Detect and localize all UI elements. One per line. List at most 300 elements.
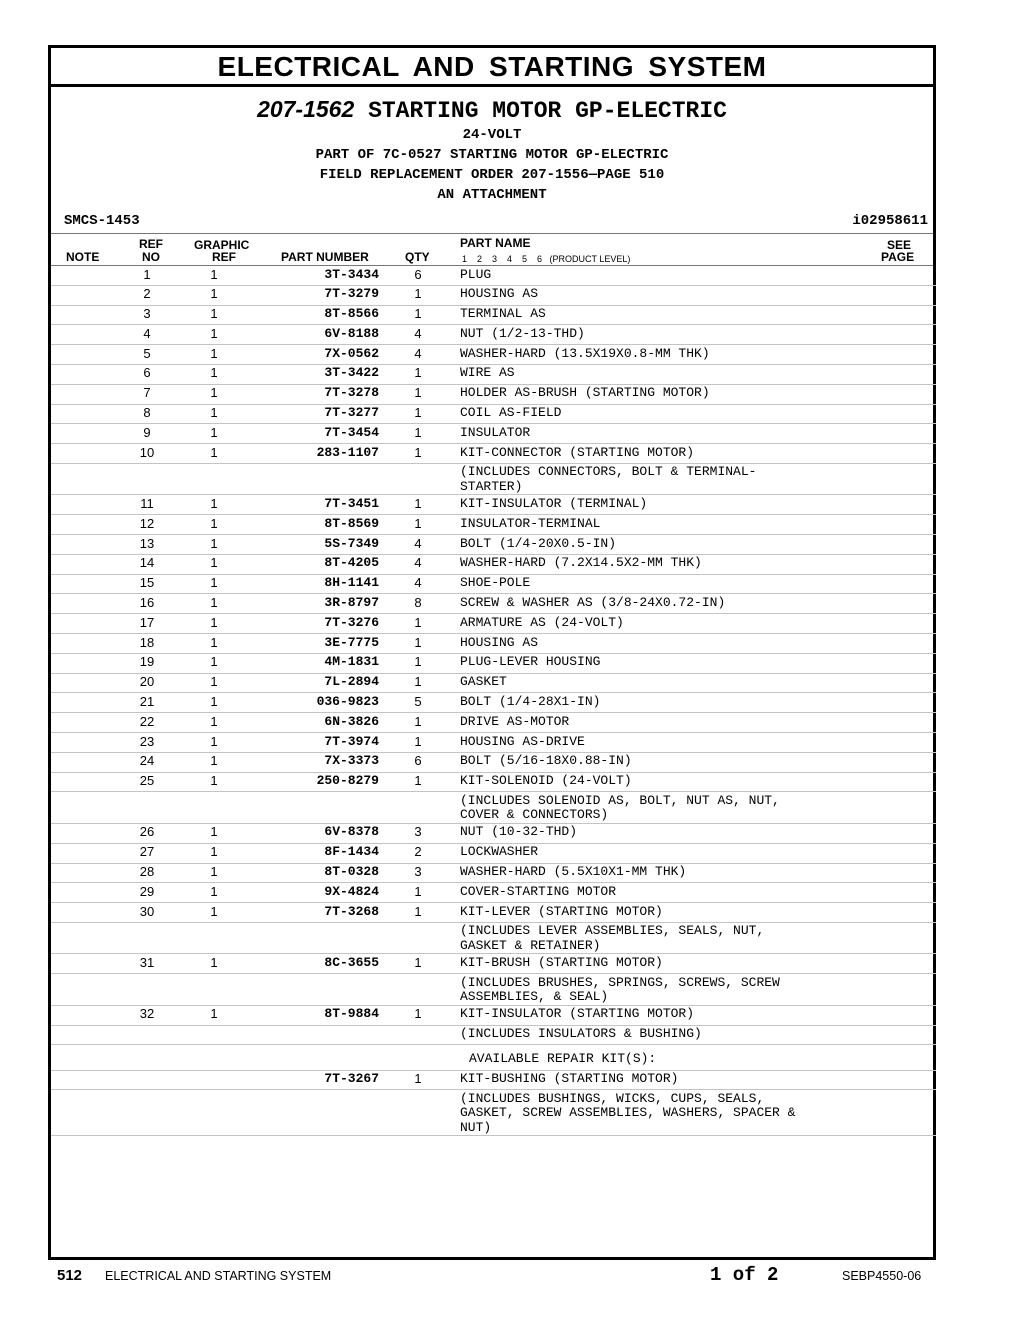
qty-cell: 1 (379, 444, 457, 464)
qty-cell: 1 (379, 1005, 457, 1025)
see-page-cell (896, 922, 936, 954)
part-name-cell: (INCLUDES INSULATORS & BUSHING) (457, 1025, 896, 1045)
qty-cell: 1 (379, 404, 457, 424)
ref-no-cell: 27 (103, 843, 191, 863)
table-row (51, 974, 936, 1006)
graphic-ref-cell: 1 (191, 693, 237, 713)
graphic-ref-cell (191, 974, 237, 1006)
note-cell (51, 266, 103, 285)
note-cell (51, 404, 103, 424)
ref-no-cell: 15 (103, 574, 191, 594)
note-cell (51, 1005, 103, 1025)
qty-cell: 4 (379, 574, 457, 594)
ref-no-cell (103, 1090, 191, 1136)
table-row (51, 1005, 936, 1025)
qty-cell: 1 (379, 364, 457, 384)
part-name-cell: (INCLUDES BRUSHES, SPRINGS, SCREWS, SCREW ASSEMBLIES, & SEAL) (457, 974, 896, 1006)
table-row (51, 614, 936, 634)
ref-no-cell: 4 (103, 325, 191, 345)
page-title: ELECTRICAL AND STARTING SYSTEM (217, 51, 767, 82)
part-number-cell: 036-9823 (237, 693, 379, 713)
part-name-cell: SCREW & WASHER AS (3/8-24X0.72-IN) (457, 594, 896, 614)
ref-no-cell: 5 (103, 345, 191, 365)
qty-cell: 1 (379, 713, 457, 733)
header-part-number: PART NUMBER (281, 250, 369, 264)
table-row (51, 772, 936, 792)
note-cell (51, 535, 103, 555)
table-row (51, 733, 936, 753)
note-cell (51, 1025, 103, 1045)
graphic-ref-cell: 1 (191, 364, 237, 384)
part-name-cell: KIT-SOLENOID (24-VOLT) (457, 772, 896, 792)
qty-cell: 1 (379, 634, 457, 654)
see-page-cell (896, 772, 936, 792)
part-name-cell: KIT-LEVER (STARTING MOTOR) (457, 903, 896, 923)
table-row (51, 305, 936, 325)
table-row (51, 1090, 936, 1136)
see-page-cell (896, 424, 936, 444)
part-number-cell (237, 1090, 379, 1136)
graphic-ref-cell: 1 (191, 823, 237, 843)
graphic-ref-cell: 1 (191, 495, 237, 515)
graphic-ref-cell: 1 (191, 554, 237, 574)
part-name-cell: WASHER-HARD (13.5X19X0.8-MM THK) (457, 345, 896, 365)
table-row (51, 554, 936, 574)
footer-section: ELECTRICAL AND STARTING SYSTEM (105, 1269, 332, 1283)
table-row (51, 954, 936, 974)
ref-no-cell: 28 (103, 863, 191, 883)
part-number-cell: 8H-1141 (237, 574, 379, 594)
table-row (51, 823, 936, 843)
table-row (51, 594, 936, 614)
table-row (51, 673, 936, 693)
see-page-cell (896, 883, 936, 903)
table-row (51, 364, 936, 384)
ref-no-cell: 22 (103, 713, 191, 733)
see-page-cell (896, 463, 936, 495)
part-name-cell: KIT-BUSHING (STARTING MOTOR) (457, 1070, 896, 1090)
part-number-cell: 250-8279 (237, 772, 379, 792)
graphic-ref-cell: 1 (191, 404, 237, 424)
ref-no-cell: 21 (103, 693, 191, 713)
table-row (51, 922, 936, 954)
header-product-level: 1 2 3 4 5 6 (PRODUCT LEVEL) (462, 254, 631, 264)
see-page-cell (896, 792, 936, 824)
header-ref-no-top: REF (139, 237, 163, 251)
note-cell (51, 843, 103, 863)
note-cell (51, 954, 103, 974)
ref-no-cell: 10 (103, 444, 191, 464)
graphic-ref-cell: 1 (191, 285, 237, 305)
note-cell (51, 345, 103, 365)
see-page-cell (896, 305, 936, 325)
graphic-ref-cell: 1 (191, 325, 237, 345)
part-number-cell: 5S-7349 (237, 535, 379, 555)
qty-cell: 1 (379, 1070, 457, 1090)
part-name-cell: HOUSING AS-DRIVE (457, 733, 896, 753)
qty-cell: 1 (379, 903, 457, 923)
reference-row (51, 211, 933, 233)
table-row (51, 515, 936, 535)
qty-cell: 4 (379, 535, 457, 555)
graphic-ref-cell: 1 (191, 634, 237, 654)
part-name-cell: (INCLUDES SOLENOID AS, BOLT, NUT AS, NUT, COVER & CONNECTORS) (457, 792, 896, 824)
note-cell (51, 792, 103, 824)
part-number-cell: 7T-3278 (237, 384, 379, 404)
note-cell (51, 574, 103, 594)
see-page-cell (896, 444, 936, 464)
note-cell (51, 1070, 103, 1090)
see-page-cell (896, 1005, 936, 1025)
header-graphic-ref-bottom: REF (212, 250, 236, 264)
qty-cell (379, 1045, 457, 1070)
see-page-cell (896, 1045, 936, 1070)
qty-cell: 4 (379, 345, 457, 365)
header-note: NOTE (66, 250, 100, 264)
ref-no-cell: 16 (103, 594, 191, 614)
graphic-ref-cell: 1 (191, 843, 237, 863)
part-name-cell: GASKET (457, 673, 896, 693)
header-qty: QTY (405, 250, 430, 264)
graphic-ref-cell (191, 463, 237, 495)
ref-no-cell: 32 (103, 1005, 191, 1025)
qty-cell (379, 974, 457, 1006)
part-name-cell: HOUSING AS (457, 634, 896, 654)
see-page-cell (896, 515, 936, 535)
ref-no-cell (103, 463, 191, 495)
note-cell (51, 384, 103, 404)
part-number-cell: 7T-3451 (237, 495, 379, 515)
table-row (51, 535, 936, 555)
part-number-cell: 8F-1434 (237, 843, 379, 863)
table-row (51, 495, 936, 515)
ref-no-cell: 9 (103, 424, 191, 444)
part-name-cell: KIT-INSULATOR (TERMINAL) (457, 495, 896, 515)
page-frame (48, 45, 936, 1260)
ref-no-cell (103, 1070, 191, 1090)
part-name-cell: COIL AS-FIELD (457, 404, 896, 424)
graphic-ref-cell: 1 (191, 266, 237, 285)
qty-cell: 1 (379, 495, 457, 515)
part-number-cell: 7X-3373 (237, 752, 379, 772)
note-cell (51, 1045, 103, 1070)
table-row (51, 325, 936, 345)
sheet-indicator: 1 of 2 (710, 1264, 779, 1286)
note-cell (51, 883, 103, 903)
part-number-cell: 7T-3276 (237, 614, 379, 634)
table-row (51, 444, 936, 464)
see-page-cell (896, 733, 936, 753)
part-name-cell: PLUG (457, 266, 896, 285)
part-number-cell (237, 1025, 379, 1045)
table-row (51, 1070, 936, 1090)
see-page-cell (896, 285, 936, 305)
see-page-cell (896, 384, 936, 404)
note-cell (51, 515, 103, 535)
group-name: STARTING MOTOR GP-ELECTRIC (368, 98, 727, 124)
ref-no-cell: 17 (103, 614, 191, 634)
graphic-ref-cell: 1 (191, 384, 237, 404)
graphic-ref-cell: 1 (191, 444, 237, 464)
group-number: 207-1562 (257, 96, 355, 122)
page-number: 512 (57, 1267, 83, 1284)
ref-no-cell: 3 (103, 305, 191, 325)
note-cell (51, 772, 103, 792)
table-row (51, 713, 936, 733)
table-row (51, 634, 936, 654)
qty-cell: 1 (379, 954, 457, 974)
group-title (51, 95, 933, 125)
graphic-ref-cell: 1 (191, 594, 237, 614)
subtitle-line: FIELD REPLACEMENT ORDER 207-1556—PAGE 510 (319, 167, 665, 183)
part-number-cell: 8T-9884 (237, 1005, 379, 1025)
qty-cell: 1 (379, 733, 457, 753)
graphic-ref-cell: 1 (191, 772, 237, 792)
subtitle-line: PART OF 7C-0527 STARTING MOTOR GP-ELECTRIC (315, 147, 669, 163)
qty-cell: 5 (379, 693, 457, 713)
see-page-cell (896, 1025, 936, 1045)
part-name-cell: WASHER-HARD (7.2X14.5X2-MM THK) (457, 554, 896, 574)
table-row (51, 384, 936, 404)
note-cell (51, 713, 103, 733)
footer-doc-number: SEBP4550-06 (842, 1269, 922, 1283)
ref-no-cell: 19 (103, 653, 191, 673)
graphic-ref-cell: 1 (191, 883, 237, 903)
part-number-cell: 8T-8569 (237, 515, 379, 535)
part-number-cell: 7T-3268 (237, 903, 379, 923)
part-number-cell: 7X-0562 (237, 345, 379, 365)
table-row (51, 404, 936, 424)
see-page-cell (896, 843, 936, 863)
note-cell (51, 752, 103, 772)
ref-no-cell: 14 (103, 554, 191, 574)
graphic-ref-cell (191, 922, 237, 954)
ref-no-cell (103, 1045, 191, 1070)
header-part-name: PART NAME (460, 236, 531, 250)
part-name-cell: TERMINAL AS (457, 305, 896, 325)
see-page-cell (896, 903, 936, 923)
see-page-cell (896, 823, 936, 843)
graphic-ref-cell: 1 (191, 515, 237, 535)
qty-cell: 1 (379, 305, 457, 325)
part-name-cell: (INCLUDES BUSHINGS, WICKS, CUPS, SEALS, GASKET, SCREW ASSEMBLIES, WASHERS, SPACER & NUT) (457, 1090, 896, 1136)
part-number-cell: 7T-3454 (237, 424, 379, 444)
note-cell (51, 733, 103, 753)
qty-cell: 1 (379, 384, 457, 404)
note-cell (51, 653, 103, 673)
part-name-cell: BOLT (5/16-18X0.88-IN) (457, 752, 896, 772)
note-cell (51, 903, 103, 923)
graphic-ref-cell (191, 1025, 237, 1045)
qty-cell: 1 (379, 424, 457, 444)
see-page-cell (896, 364, 936, 384)
parts-table (51, 266, 936, 1136)
part-number-cell: 8T-0328 (237, 863, 379, 883)
qty-cell: 3 (379, 823, 457, 843)
table-row (51, 424, 936, 444)
parts-table-body (51, 266, 936, 1136)
see-page-cell (896, 673, 936, 693)
qty-cell: 6 (379, 752, 457, 772)
graphic-ref-cell: 1 (191, 305, 237, 325)
table-row (51, 285, 936, 305)
table-row (51, 1025, 936, 1045)
part-name-cell: NUT (1/2-13-THD) (457, 325, 896, 345)
graphic-ref-cell: 1 (191, 574, 237, 594)
part-name-cell: (INCLUDES CONNECTORS, BOLT & TERMINAL- STARTER) (457, 463, 896, 495)
table-row (51, 1045, 936, 1070)
document-id: i02958611 (852, 213, 928, 229)
see-page-cell (896, 535, 936, 555)
ref-no-cell: 2 (103, 285, 191, 305)
ref-no-cell (103, 792, 191, 824)
part-number-cell: 7T-3279 (237, 285, 379, 305)
table-row (51, 463, 936, 495)
table-row (51, 266, 936, 285)
qty-cell: 3 (379, 863, 457, 883)
part-number-cell: 3T-3434 (237, 266, 379, 285)
part-name-cell: AVAILABLE REPAIR KIT(S): (457, 1045, 896, 1070)
part-number-cell: 8T-8566 (237, 305, 379, 325)
graphic-ref-cell: 1 (191, 863, 237, 883)
part-name-cell: NUT (10-32-THD) (457, 823, 896, 843)
header-see-page-top: SEE (887, 238, 912, 252)
part-number-cell (237, 974, 379, 1006)
see-page-cell (896, 614, 936, 634)
ref-no-cell: 31 (103, 954, 191, 974)
part-name-cell: BOLT (1/4-28X1-IN) (457, 693, 896, 713)
graphic-ref-cell: 1 (191, 614, 237, 634)
qty-cell (379, 1025, 457, 1045)
see-page-cell (896, 974, 936, 1006)
table-row (51, 792, 936, 824)
see-page-cell (896, 345, 936, 365)
part-name-cell: WIRE AS (457, 364, 896, 384)
ref-no-cell: 18 (103, 634, 191, 654)
note-cell (51, 325, 103, 345)
see-page-cell (896, 634, 936, 654)
see-page-cell (896, 752, 936, 772)
part-name-cell: ARMATURE AS (24-VOLT) (457, 614, 896, 634)
part-number-cell (237, 792, 379, 824)
part-number-cell: 6V-8378 (237, 823, 379, 843)
see-page-cell (896, 863, 936, 883)
part-name-cell: PLUG-LEVER HOUSING (457, 653, 896, 673)
see-page-cell (896, 266, 936, 285)
see-page-cell (896, 954, 936, 974)
part-number-cell: 7T-3974 (237, 733, 379, 753)
qty-cell: 8 (379, 594, 457, 614)
note-cell (51, 463, 103, 495)
graphic-ref-cell (191, 1090, 237, 1136)
table-row (51, 863, 936, 883)
title-bar (51, 48, 933, 87)
part-name-cell: (INCLUDES LEVER ASSEMBLIES, SEALS, NUT, GASKET & RETAINER) (457, 922, 896, 954)
ref-no-cell: 1 (103, 266, 191, 285)
part-number-cell: 9X-4824 (237, 883, 379, 903)
part-number-cell: 3E-7775 (237, 634, 379, 654)
note-cell (51, 863, 103, 883)
graphic-ref-cell: 1 (191, 424, 237, 444)
ref-no-cell: 20 (103, 673, 191, 693)
table-row (51, 653, 936, 673)
part-number-cell: 4M-1831 (237, 653, 379, 673)
qty-cell (379, 1090, 457, 1136)
part-name-cell: WASHER-HARD (5.5X10X1-MM THK) (457, 863, 896, 883)
see-page-cell (896, 1070, 936, 1090)
note-cell (51, 554, 103, 574)
ref-no-cell: 26 (103, 823, 191, 843)
note-cell (51, 364, 103, 384)
qty-cell (379, 922, 457, 954)
header-graphic-ref-top: GRAPHIC (194, 238, 250, 252)
ref-no-cell: 7 (103, 384, 191, 404)
see-page-cell (896, 653, 936, 673)
note-cell (51, 673, 103, 693)
part-name-cell: INSULATOR-TERMINAL (457, 515, 896, 535)
qty-cell: 4 (379, 554, 457, 574)
part-number-cell: 7T-3267 (237, 1070, 379, 1090)
note-cell (51, 614, 103, 634)
part-name-cell: KIT-BRUSH (STARTING MOTOR) (457, 954, 896, 974)
part-number-cell: 6V-8188 (237, 325, 379, 345)
graphic-ref-cell (191, 1045, 237, 1070)
part-name-cell: COVER-STARTING MOTOR (457, 883, 896, 903)
graphic-ref-cell: 1 (191, 653, 237, 673)
part-name-cell: HOLDER AS-BRUSH (STARTING MOTOR) (457, 384, 896, 404)
header-ref-no-bottom: NO (142, 250, 160, 264)
part-number-cell: 8T-4205 (237, 554, 379, 574)
table-row (51, 883, 936, 903)
part-number-cell: 7T-3277 (237, 404, 379, 424)
part-number-cell: 3T-3422 (237, 364, 379, 384)
qty-cell: 6 (379, 266, 457, 285)
qty-cell: 2 (379, 843, 457, 863)
part-name-cell: HOUSING AS (457, 285, 896, 305)
part-name-cell: LOCKWASHER (457, 843, 896, 863)
qty-cell (379, 463, 457, 495)
part-name-cell: BOLT (1/4-20X0.5-IN) (457, 535, 896, 555)
qty-cell: 1 (379, 883, 457, 903)
ref-no-cell: 23 (103, 733, 191, 753)
part-name-cell: INSULATOR (457, 424, 896, 444)
graphic-ref-cell: 1 (191, 673, 237, 693)
note-cell (51, 693, 103, 713)
qty-cell: 1 (379, 653, 457, 673)
subtitle-line: AN ATTACHMENT (437, 187, 547, 203)
see-page-cell (896, 693, 936, 713)
graphic-ref-cell: 1 (191, 535, 237, 555)
see-page-cell (896, 404, 936, 424)
ref-no-cell: 30 (103, 903, 191, 923)
part-number-cell: 7L-2894 (237, 673, 379, 693)
part-name-cell: SHOE-POLE (457, 574, 896, 594)
graphic-ref-cell: 1 (191, 954, 237, 974)
smcs-code: SMCS-1453 (64, 213, 140, 229)
note-cell (51, 495, 103, 515)
qty-cell: 1 (379, 673, 457, 693)
ref-no-cell (103, 922, 191, 954)
note-cell (51, 444, 103, 464)
qty-cell: 1 (379, 515, 457, 535)
ref-no-cell: 11 (103, 495, 191, 515)
qty-cell: 1 (379, 614, 457, 634)
see-page-cell (896, 1090, 936, 1136)
qty-cell (379, 792, 457, 824)
ref-no-cell: 8 (103, 404, 191, 424)
part-name-cell: KIT-INSULATOR (STARTING MOTOR) (457, 1005, 896, 1025)
ref-no-cell: 24 (103, 752, 191, 772)
